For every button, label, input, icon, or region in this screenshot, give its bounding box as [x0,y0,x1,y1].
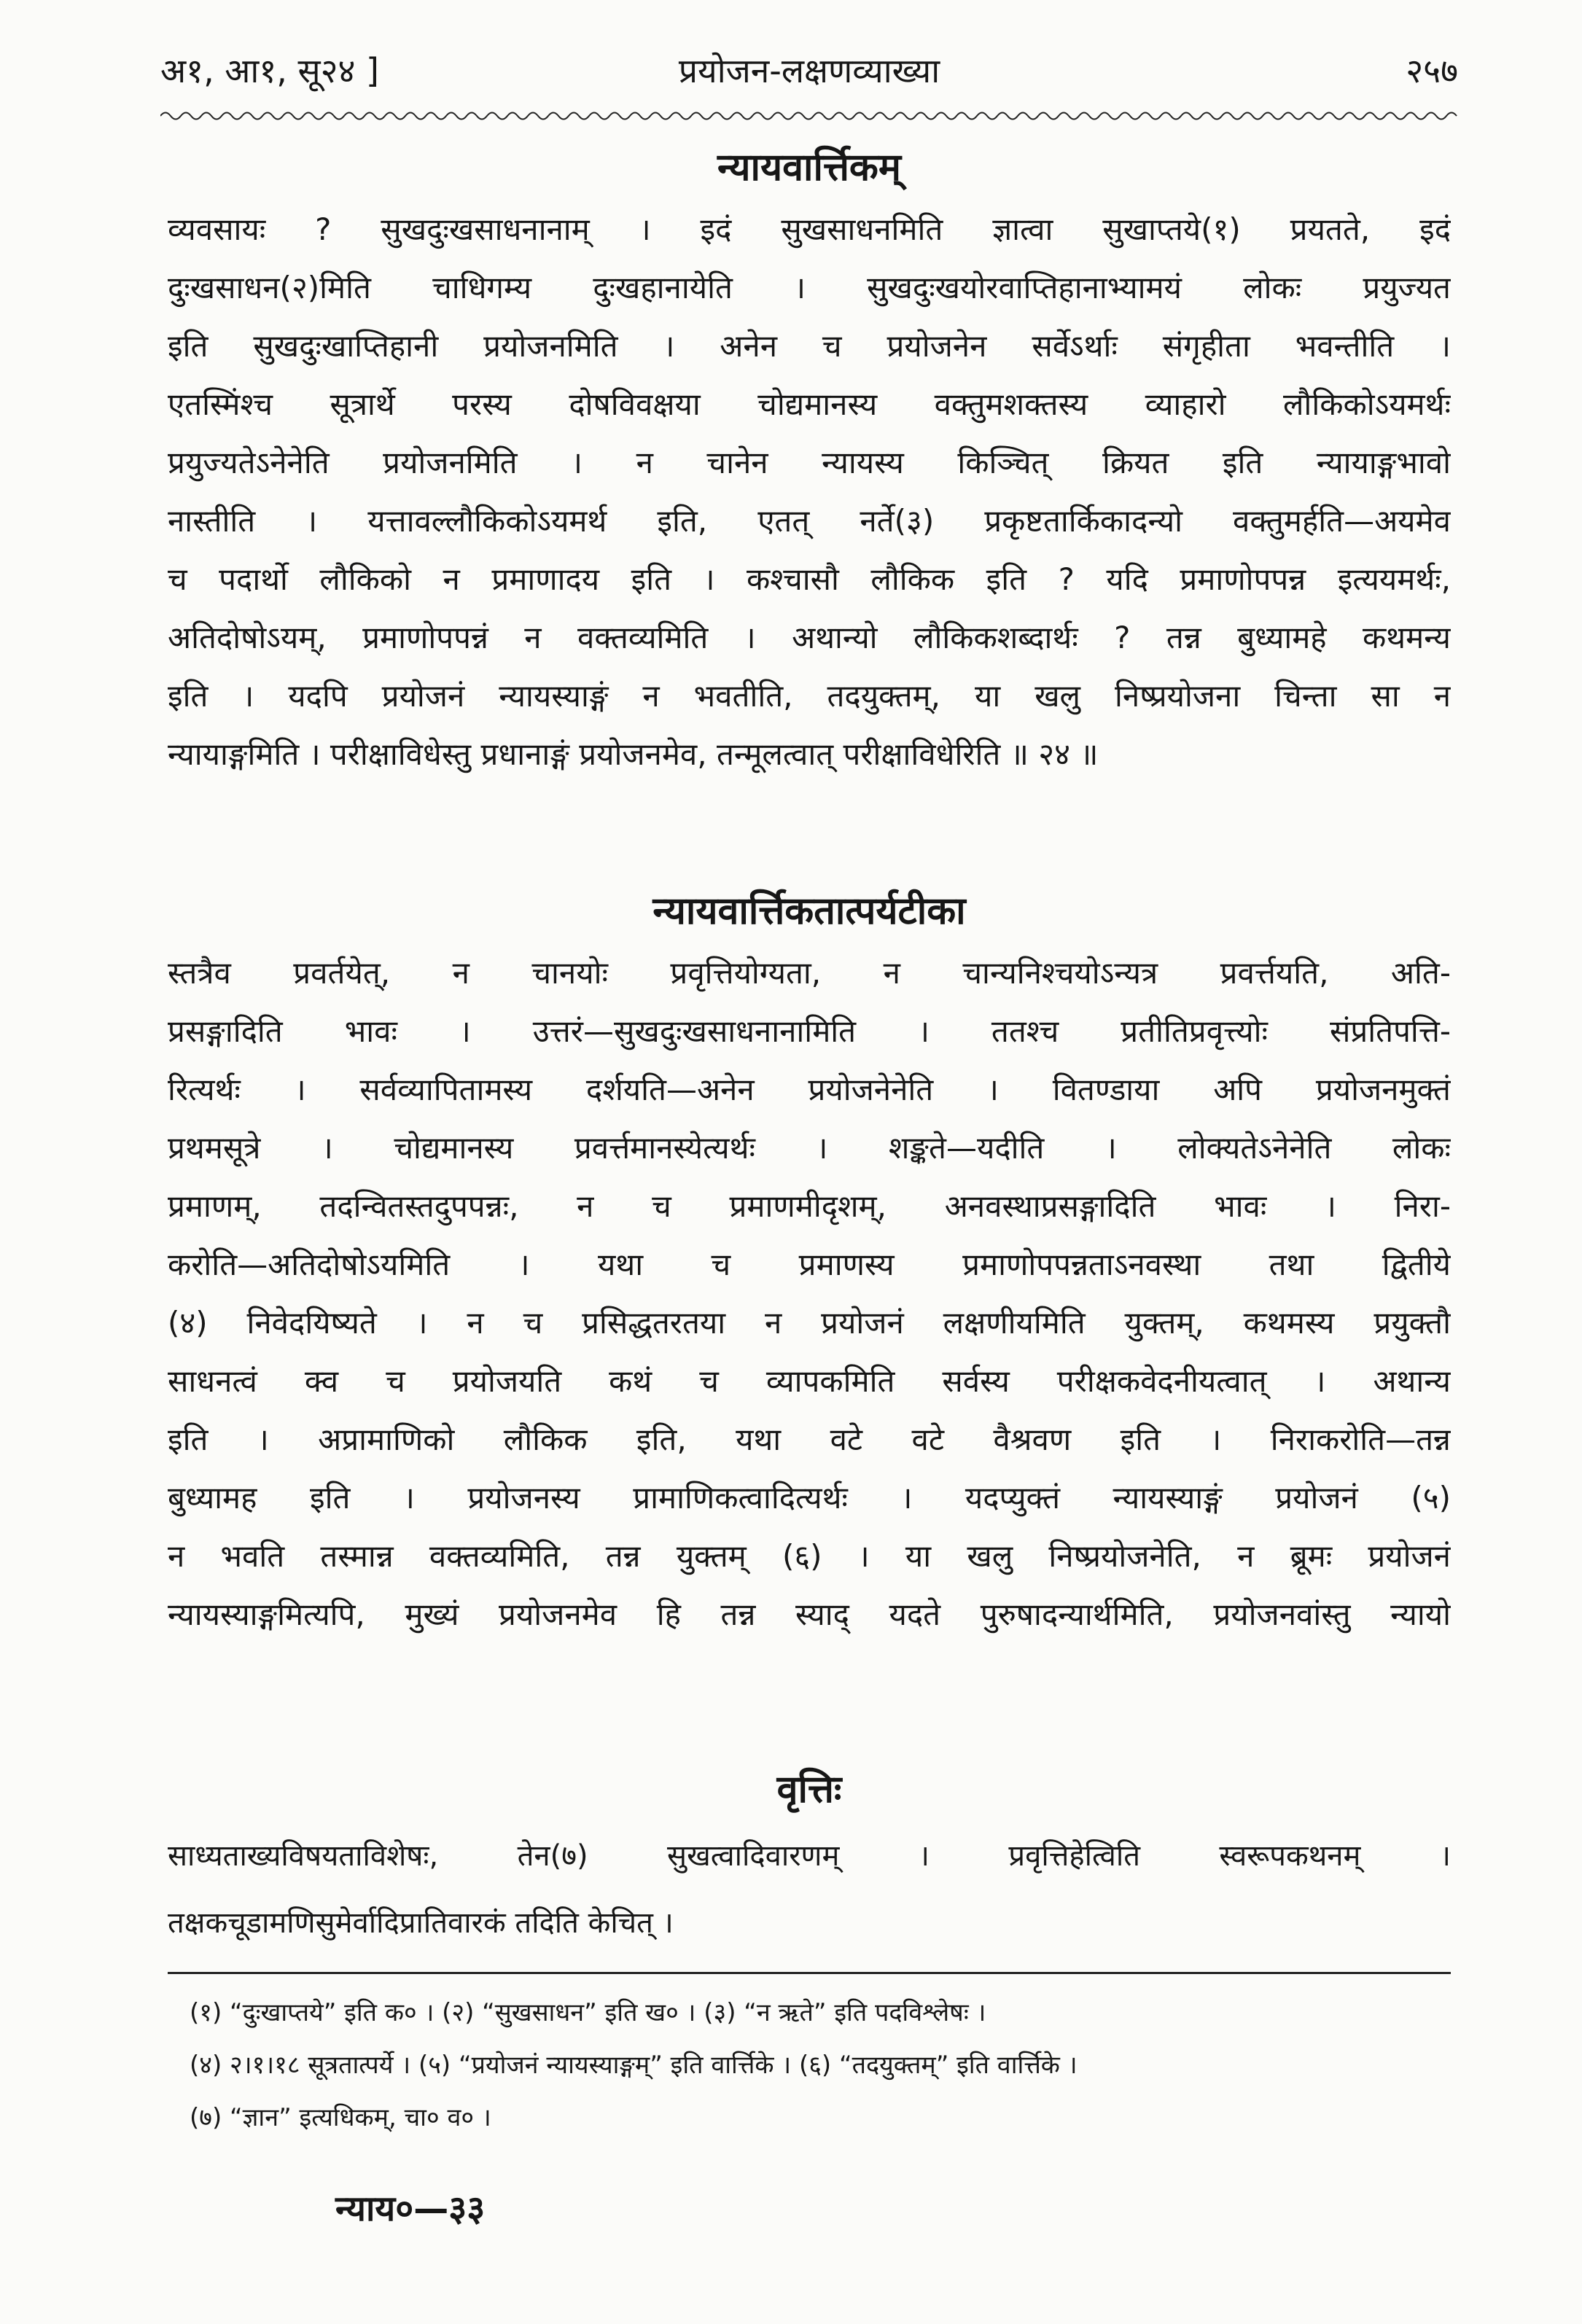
header-reference: अ१, आ१, सू२४ ] [160,51,379,90]
text-line: इति । यदपि प्रयोजनं न्यायस्याङ्गं न भवतीति, तदयुक्तम्, या खलु निष्प्रयोजना चिन्ता सा न [168,678,1451,714]
text-line: इति । अप्रामाणिको लौकिक इति, यथा वटे वटे वैश्रवण इति । निराकरोति—तन्न [168,1422,1451,1457]
footnote-rule [168,1972,1451,1974]
text-line: दुःखसाधन(२)मिति चाधिगम्य दुःखहानायेति । सुखदुःखयोरवाप्तिहानाभ्यामयं लोकः प्रयुज्यत [168,270,1451,305]
text-line: न्यायाङ्गमिति । परीक्षाविधेस्तु प्रधानाङ्गं प्रयोजनमेव, तन्मूलत्वात् परीक्षाविधेरिति ॥ २४ ॥ [168,736,1099,772]
text-line: अतिदोषोऽयम्, प्रमाणोपपन्नं न वक्तव्यमिति । अथान्यो लौकिकशब्दार्थः ? तन्न बुध्यामहे कथमन्य [168,620,1451,655]
text-line: प्रमाणम्, तदन्वितस्तदुपपन्नः, न च प्रमाणमीदृशम्, अनवस्थाप्रसङ्गादिति भावः । निरा- [168,1188,1451,1224]
section-tatparyatika [168,878,1451,1644]
text-line: न भवति तस्मान्न वक्तव्यमिति, तन्न युक्तम् (६) । या खलु निष्प्रयोजनेति, न ब्रूमः प्रयोजनं [168,1538,1451,1574]
section-title: न्यायवार्त्तिकम् [717,146,901,190]
text-line: करोति—अतिदोषोऽयमिति । यथा च प्रमाणस्य प्रमाणोपपन्नताऽनवस्था तथा द्वितीये [168,1247,1451,1282]
text-line: (४) निवेदयिष्यते । न च प्रसिद्धतरतया न प्रयोजनं लक्षणीयमिति युक्तम्, कथमस्य प्रयुक्तौ [168,1305,1451,1341]
footnote-line: (७) “ज्ञान” इत्यधिकम्, चा० व० । [190,2103,491,2132]
page-number: २५७ [1406,51,1458,90]
section-title: न्यायवार्त्तिकतात्पर्यटीका [652,889,966,933]
text-line: प्रथमसूत्रे । चोद्यमानस्य प्रवर्त्तमानस्येत्यर्थः । शङ्कते—यदीति । लोक्यतेऽनेनेति लोकः [168,1130,1451,1166]
footnotes [168,1986,1451,2144]
text-line: प्रयुज्यतेऽनेनेति प्रयोजनमिति । न चानेन न्यायस्य किञ्चित् क्रियत इति न्यायाङ्गभावो [168,445,1451,480]
footnote-line: (१) “दुःखाप्तये” इति क० । (२) “सुखसाधन” इति ख० । (३) “न ऋते” इति पदविश्लेषः । [190,1998,986,2027]
text-line: रित्यर्थः । सर्वव्यापितामस्य दर्शयति—अनेन प्रयोजनेनेति । वितण्डाया अपि प्रयोजनमुक्तं [168,1072,1451,1107]
footnote-line: (४) २।१।१८ सूत्रतात्पर्ये । (५) “प्रयोजनं न्यायस्याङ्गम्” इति वार्त्तिके । (६) “तदयुक्तम्” इति वार्त्तिके । [190,2051,1078,2080]
text-line: इति सुखदुःखाप्तिहानी प्रयोजनमिति । अनेन च प्रयोजनेन सर्वेऽर्थाः संगृहीता भवन्तीति । [168,328,1451,364]
text-line: तक्षकचूडामणिसुमेर्वादिप्रातिवारकं तदिति केचित् । [168,1906,674,1940]
page-header [160,38,1458,104]
section-title: वृत्तिः [776,1768,842,1812]
text-line: बुध्यामह इति । प्रयोजनस्य प्रामाणिकत्वादित्यर्थः । यदप्युक्तं न्यायस्याङ्गं प्रयोजनं (५) [168,1480,1451,1516]
text-line: व्यवसायः ? सुखदुःखसाधनानाम् । इदं सुखसाधनमिति ज्ञात्वा सुखाप्तये(१) प्रयतते, इदं [168,211,1451,247]
text-line: नास्तीति । यत्तावल्लौकिकोऽयमर्थ इति, एतत् नर्ते(३) प्रकृष्टतार्किकादन्यो वक्तुमर्हति—अयमेव [168,503,1451,539]
text-line: एतस्मिंश्च सूत्रार्थे परस्य दोषविवक्षया चोद्यमानस्य वक्तुमशक्तस्य व्याहारो लौकिकोऽयमर्थः [168,386,1451,422]
section-vritti [168,1757,1451,1957]
text-line: प्रसङ्गादिति भावः । उत्तरं—सुखदुःखसाधनानामिति । ततश्च प्रतीतिप्रवृत्त्योः संप्रतिपत्ति- [168,1013,1451,1049]
wavy-rule [160,108,1458,124]
text-line: न्यायस्याङ्गमित्यपि, मुख्यं प्रयोजनमेव हि तन्न स्याद् यदते पुरुषादन्यार्थमिति, प्रयोजनवांस्तु न्यायो [168,1596,1451,1632]
section-varttika [168,135,1451,784]
text-line: साधनत्वं क्व च प्रयोजयति कथं च व्यापकमिति सर्वस्य परीक्षकवेदनीयत्वात् । अथान्य [168,1363,1451,1399]
signature-mark: न्याय०—३३ [335,2188,486,2229]
running-title: प्रयोजन-लक्षणव्याख्या [678,51,940,90]
text-line: साध्यताख्यविषयताविशेषः, तेन(७) सुखत्वादिवारणम् । प्रवृत्तिहेत्विति स्वरूपकथनम् । [168,1839,1451,1873]
text-line: च पदार्थो लौकिको न प्रमाणादय इति । कश्चासौ लौकिक इति ? यदि प्रमाणोपपन्न इत्ययमर्थः, [168,561,1451,597]
text-line: स्तत्रैव प्रवर्तयेत्, न चानयोः प्रवृत्तियोग्यता, न चान्यनिश्चयोऽन्यत्र प्रवर्त्तयति, अति- [168,955,1451,991]
